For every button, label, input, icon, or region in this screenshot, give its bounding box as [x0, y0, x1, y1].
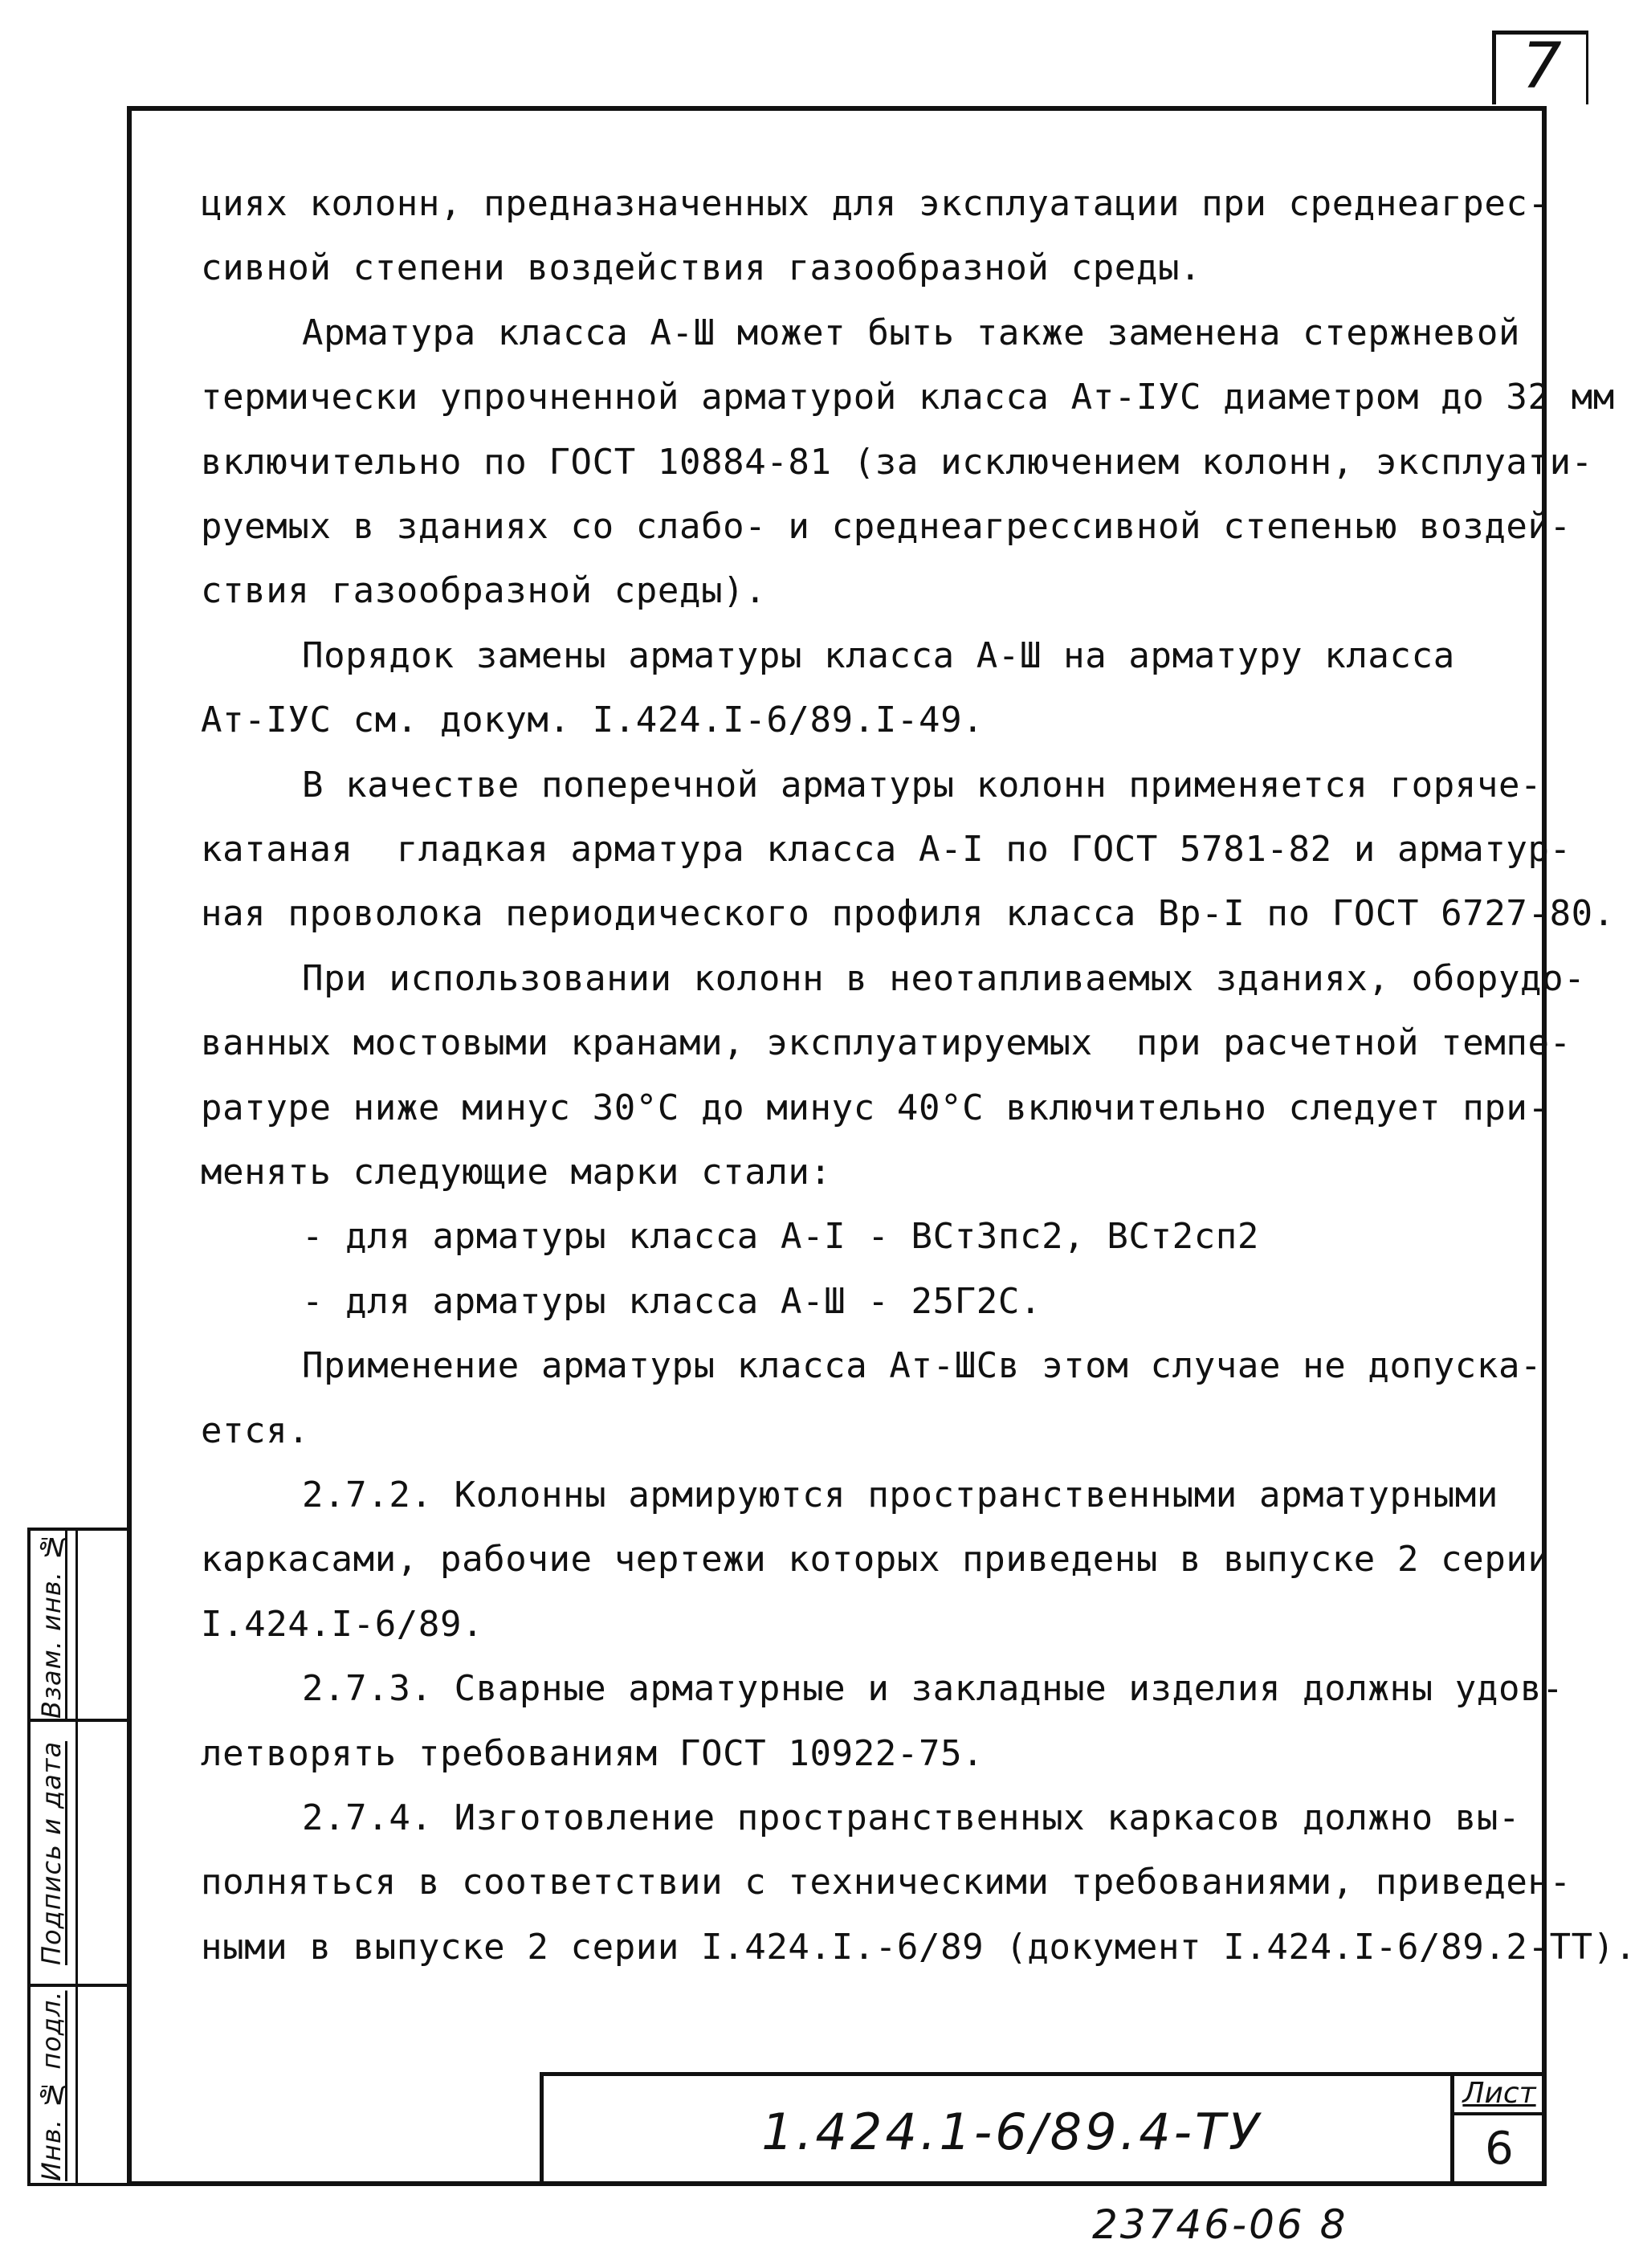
replace-inv-label: Взам. инв. №: [36, 1531, 67, 1719]
text-line: сивной степени воздействия газообразной среды.: [201, 247, 1202, 288]
sheet-number: 6: [1485, 2123, 1514, 2175]
text-line: ными в выпуске 2 серии I.424.I.-6/89 (документ I.424.I-6/89.2-ТТ).: [201, 1927, 1637, 1968]
text-line: I.424.I-6/89.: [201, 1604, 484, 1645]
text-line: термически упрочненной арматурой класса Ат-IУС диаметром до 32 мм: [201, 377, 1615, 418]
text-line: В качестве поперечной арматуры колонн применяется горяче-: [302, 765, 1543, 806]
text-line: включительно по ГОСТ 10884-81 (за исключением колонн, эксплуати-: [201, 442, 1593, 483]
inventory-number: 23746-06 8: [1092, 2201, 1348, 2248]
text-line: ная проволока периодического профиля класса Вр-I по ГОСТ 6727-80.: [201, 893, 1615, 934]
text-line: ванных мостовыми кранами, эксплуатируемых при расчетной темпе-: [201, 1022, 1572, 1063]
text-line: каркасами, рабочие чертежи которых приведены в выпуске 2 серии: [201, 1539, 1550, 1580]
inv-orig-label: Инв. № подл.: [36, 1990, 67, 2181]
text-line: 2.7.2. Колонны армируются пространственными арматурными: [302, 1475, 1498, 1515]
text-line: Арматура класса А-Ш может быть также заменена стержневой: [302, 312, 1521, 353]
text-line: полняться в соответствии с техническими требованиями, приведен-: [201, 1862, 1572, 1903]
text-line: ствия газообразной среды).: [201, 570, 767, 611]
text-line: Применение арматуры класса Ат-ШСв этом случае не допуска-: [302, 1345, 1543, 1386]
text-line: 2.7.4. Изготовление пространственных каркасов должно вы-: [302, 1797, 1521, 1838]
sign-date-label: Подпись и дата: [36, 1740, 67, 1965]
document-code: 1.424.1-6/89.4-ТУ: [761, 2103, 1262, 2161]
text-line: ется.: [201, 1410, 310, 1451]
text-line: ратуре ниже минус 30°С до минус 40°С включительно следует при-: [201, 1087, 1550, 1128]
sheet-divider: [1450, 2112, 1547, 2115]
text-line: - для арматуры класса А-Ш - 25Г2С.: [302, 1281, 1042, 1322]
side-stamp-divider: [75, 1528, 78, 2186]
sheet-divider: [1450, 2072, 1454, 2186]
text-line: циях колонн, предназначенных для эксплуатации при среднеагрес-: [201, 183, 1550, 224]
text-line: Ат-IУС см. докум. I.424.I-6/89.I-49.: [201, 700, 985, 740]
text-line: летворять требованиям ГОСТ 10922-75.: [201, 1733, 985, 1774]
text-line: менять следующие марки стали:: [201, 1152, 832, 1193]
page-number: 7: [1522, 31, 1562, 103]
sheet-label: Лист: [1462, 2077, 1536, 2110]
text-line: 2.7.3. Сварные арматурные и закладные изделия должны удов-: [302, 1668, 1564, 1709]
text-line: - для арматуры класса А-I - ВСт3пс2, ВСт2сп2: [302, 1216, 1259, 1257]
text-line: руемых в зданиях со слабо- и среднеагрессивной степенью воздей-: [201, 506, 1572, 547]
text-line: катаная гладкая арматура класса А-I по ГОСТ 5781-82 и арматур-: [201, 829, 1572, 870]
text-line: Порядок замены арматуры класса А-Ш на арматуру класса: [302, 635, 1455, 676]
text-line: При использовании колонн в неотапливаемых зданиях, оборудо-: [302, 958, 1586, 999]
